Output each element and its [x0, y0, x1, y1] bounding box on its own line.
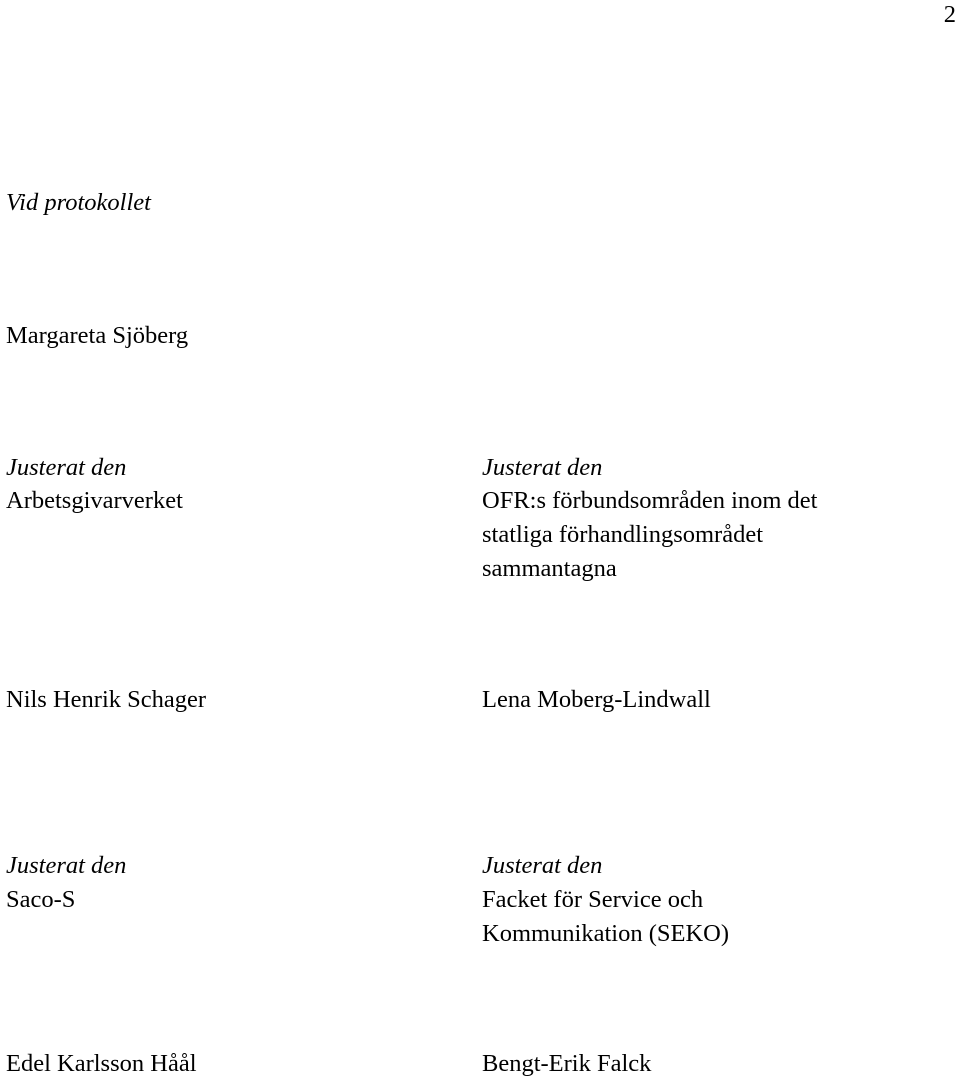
org-ofr-line-1: OFR:s förbundsområden inom det [482, 487, 818, 514]
justerat-label-arbetsgivarverket: Justerat den [6, 454, 127, 481]
signer-saco-s: Edel Karlsson Håål [6, 1050, 197, 1077]
org-seko-line-1: Facket för Service och [482, 886, 704, 913]
signer-ofr: Lena Moberg-Lindwall [482, 686, 711, 713]
recorder-label: Vid protokollet [6, 189, 151, 216]
justerat-label-saco-s: Justerat den [6, 852, 127, 879]
org-saco-s: Saco-S [6, 886, 76, 913]
page-number: 2 [943, 1, 956, 28]
org-seko-line-2: Kommunikation (SEKO) [482, 920, 730, 947]
justerat-label-ofr: Justerat den [482, 454, 603, 481]
org-arbetsgivarverket: Arbetsgivarverket [6, 487, 183, 514]
signer-seko: Bengt-Erik Falck [482, 1050, 652, 1077]
signer-arbetsgivarverket: Nils Henrik Schager [6, 686, 207, 713]
justerat-label-seko: Justerat den [482, 852, 603, 879]
org-ofr-line-3: sammantagna [482, 555, 617, 582]
org-ofr-line-2: statliga förhandlingsområdet [482, 521, 763, 548]
recorder-name: Margareta Sjöberg [6, 322, 189, 349]
